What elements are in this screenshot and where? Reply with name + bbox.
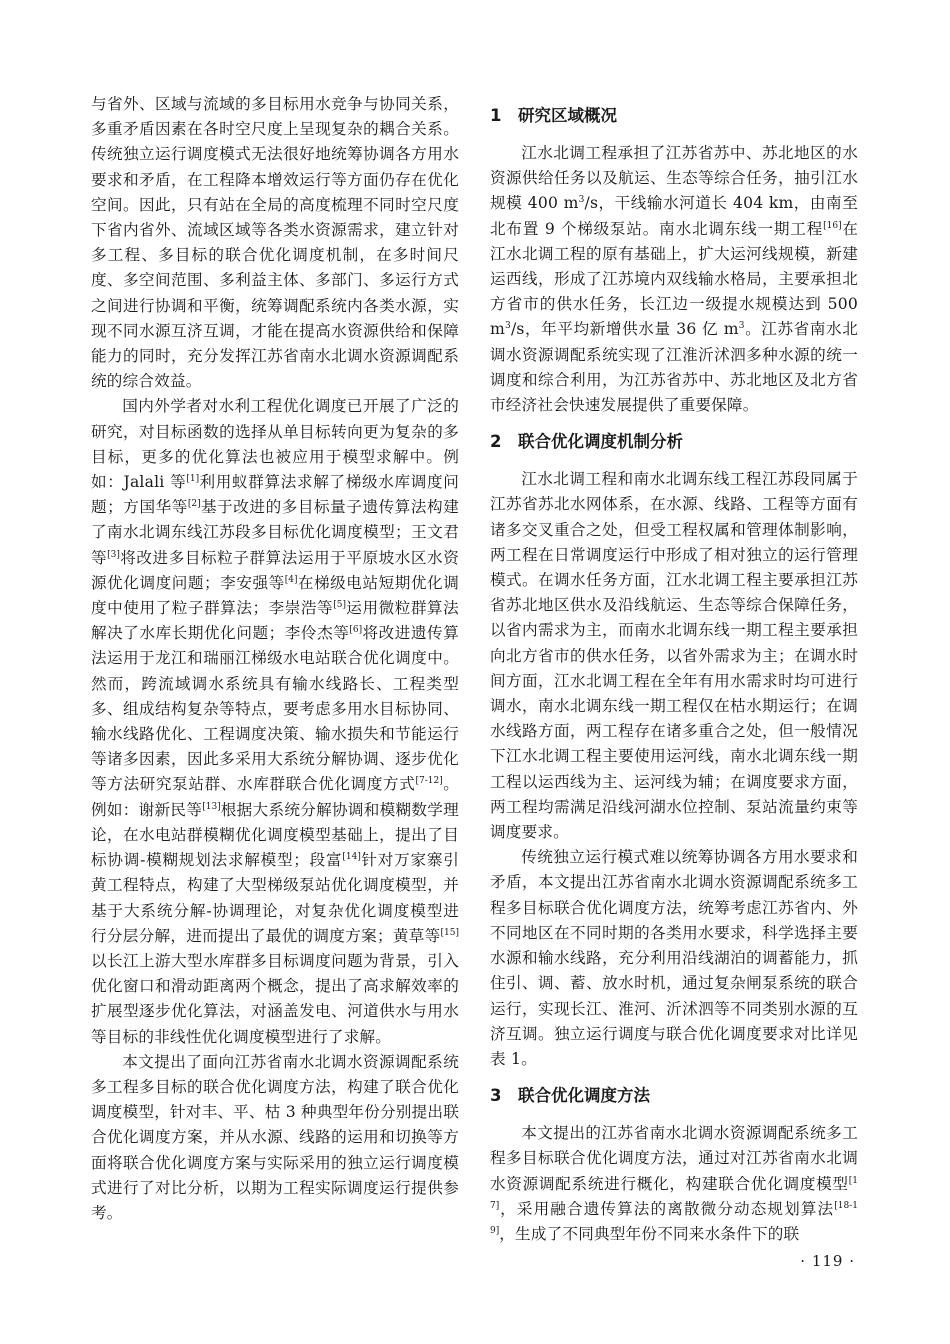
citation: [2]	[187, 499, 201, 510]
right-column	[490, 92, 858, 1247]
section-title: 联合优化调度机制分析	[518, 432, 683, 452]
citation: [4]	[284, 574, 298, 585]
citation: [15]	[440, 927, 459, 938]
citation: [1]	[186, 473, 200, 484]
citation: [16]	[823, 220, 842, 231]
paragraph-study-area: 江水北调工程承担了江苏省苏中、苏北地区的水资源供给任务以及航运、生态等综合任务，抽引江水规模 400 $m^3/s$，干线输水河道长 404 km，由南至北布置 9 个梯级泵站。南水北调东线一期工程[16]在江水北调工程的原有基础上，扩大运河线规模，新建运西线，形成了江苏境内双线输水格局，主要承担北方省市的供水任务，长江边一级提水规模达到 500 $m^3/s$，年平均新增供水量 36 亿 $m^3$。江苏省南水北调水资源调配系统实现了江淮沂沭泗多种水源的统一调度和综合利用，为江苏省苏中、苏北地区及北方省市经济社会快速发展提供了重要保障。	[490, 144, 858, 415]
superscript: 3	[578, 195, 585, 206]
superscript: 3	[738, 321, 745, 332]
paragraph-paper-overview: 本文提出了面向江苏省南水北调水资源调配系统多工程多目标的联合优化调度方法，构建了联合优化调度模型，针对丰、平、枯 3 种典型年份分别提出联合优化调度方案，并从水源、线路的运用和切换等方面将联合优化调度方案与实际采用的独立运行调度模式进行了对比分析，以期为工程实际调度运行提供参考。	[91, 1052, 459, 1222]
paragraph-literature-review: 国内外学者对水利工程优化调度已开展了广泛的研究，对目标函数的选择从单目标转向更为复杂的多目标，更多的优化算法也被应用于模型求解中。例如：Jalali 等[1]利用蚁群算法求解了梯级水库调度问题；方国华等[2]基于改进的多目标量子遗传算法构建了南水北调东线江苏段多目标优化调度模型；王文君等[3]将改进多目标粒子群算法运用于平原坡水区水资源优化调度问题；李安强等[4]在梯级电站短期优化调度中使用了粒子群算法；李崇浩等[5]运用微粒群算法解决了水库长期优化问题；李伶杰等[6]将改进遗传算法运用于龙江和瑞丽江梯级水电站联合优化调度中。然而，跨流域调水系统具有输水线路长、工程类型多、组成结构复杂等特点，要考虑多用水目标协同、输水线路优化、工程调度决策、输水损失和节能运行等诸多因素，因此多采用大系统分解协调、逐步优化等方法研究泵站群、水库群联合优化调度方式[7-12]。例如：谢新民等[13]根据大系统分解协调和模糊数学理论，在水电站群模糊优化调度模型基础上，提出了目标协调-模糊规划法求解模型；段富[14]针对万家寨引黄工程特点，构建了大型梯级泵站优化调度模型，并基于大系统分解-协调理论，对复杂优化调度模型进行分层分解，进而提出了最优的调度方案；黄草等[15]以长江上游大型水库群多目标调度问题为背景，引入优化窗口和滑动距离两个概念，提出了高求解效率的扩展型逐步优化算法，对涵盖发电、河道供水与用水等目标的非线性优化调度模型进行了求解。	[91, 397, 460, 1046]
citation: [5]	[333, 599, 346, 610]
section-heading-2	[490, 430, 858, 454]
section-number: 3	[490, 1086, 502, 1106]
page-number: · 119 ·	[800, 1252, 855, 1270]
section-title: 研究区域概况	[518, 106, 617, 125]
paragraph-mechanism-analysis: 江水北调工程和南水北调东线工程江苏段同属于江苏省苏北水网体系，在水源、线路、工程等方面有诸多交叉重合之处，但受工程权属和管理体制影响，两工程在日常调度运行中形成了相对独立的运行管理模式。在调水任务方面，江水北调工程主要承担江苏省苏北地区供水及沿线航运、生态等综合保障任务，以省内需求为主，而南水北调东线一期工程主要承担向北方省市的供水任务，以省外需求为主；在调水时间方面，江水北调工程在全年有用水需求时均可进行调水，南水北调东线一期工程仅在枯水期运行；在调水线路方面，两工程存在诸多重合之处，但一般情况下江水北调工程主要使用运河线，南水北调东线一期工程以运西线为主、运河线为辅；在调度要求方面，两工程均需满足沿线河湖水位控制、泵站流量约束等调度要求。	[490, 470, 858, 842]
section-number: 1	[490, 106, 502, 125]
left-column	[91, 92, 459, 1226]
paragraph-mechanism-proposal: 传统独立运行模式难以统筹协调各方用水要求和矛盾，本文提出江苏省南水北调水资源调配系统多工程多目标联合优化调度方法，统筹考虑江苏省内、外不同地区在不同时期的各类用水要求，科学选择主要水源和输水线路，充分利用沿线湖泊的调蓄能力，抓住引、调、蓄、放水时机，通过复杂闸泵系统的联合运行，实现长江、淮河、沂沭泗等不同类别水源的互济互调。独立运行调度与联合优化调度要求对比详见表 1。	[490, 848, 858, 1068]
citation: [7-12]	[415, 776, 443, 787]
citation: [3]	[107, 549, 120, 560]
section-heading-3	[490, 1084, 858, 1108]
section-title: 联合优化调度方法	[518, 1086, 650, 1106]
paragraph-continued: 与省外、区域与流域的多目标用水竞争与协同关系，多重矛盾因素在各时空尺度上呈现复杂的耦合关系。传统独立运行调度模式无法很好地统筹协调各方用水要求和矛盾，在工程降本增效运行等方面仍存在优化空间。因此，只有站在全局的高度梳理不同时空尺度下省内省外、流域区域等各类水资源需求，建立针对多工程、多目标的联合优化调度机制，在多时间尺度、多空间范围、多利益主体、多部门、多运行方式之间进行协调和平衡，统筹调配系统内各类水源，实现不同水源互济互调，才能在提高水资源供给和保障能力的同时，充分发挥江苏省南水北调水资源调配系统的综合效益。	[91, 95, 459, 391]
citation: [6]	[349, 625, 363, 636]
section-number: 2	[490, 432, 502, 452]
citation: [17]	[490, 1175, 858, 1211]
citation: [18-19]	[490, 1200, 858, 1236]
paragraph-method: 本文提出的江苏省南水北调水资源调配系统多工程多目标联合优化调度方法，通过对江苏省南水北调水资源调配系统进行概化，构建联合优化调度模型[17]，采用融合遗传算法的离散微分动态规划算法[18-19]，生成了不同典型年份不同来水条件下的联	[490, 1124, 858, 1243]
citation: [13]	[202, 801, 221, 812]
citation: [14]	[342, 851, 361, 862]
superscript: 3	[505, 321, 511, 332]
section-heading-1	[490, 104, 858, 128]
